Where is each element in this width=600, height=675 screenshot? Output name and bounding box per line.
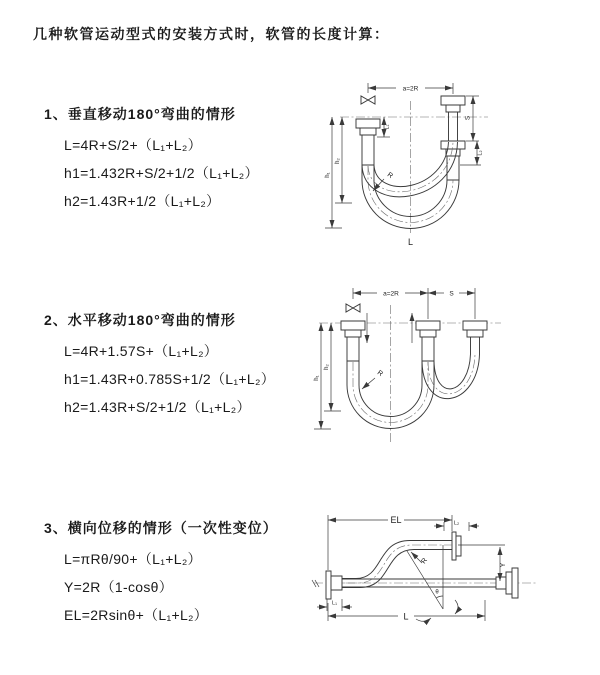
dim-label-r: R (420, 557, 430, 566)
dimension-h2 (324, 323, 341, 411)
dim-label-l2: L₂ (453, 520, 460, 527)
diagram-vertical-180-bend (310, 75, 600, 257)
page-title: 几种软管运动型式的安装方式时，软管的长度计算： (33, 26, 390, 42)
section-horizontal-180 (44, 310, 275, 421)
dimension-l2 (434, 521, 479, 532)
dim-label-y: Y (500, 562, 507, 568)
dimension-s (465, 96, 480, 141)
hose-u-curves (347, 354, 480, 429)
formula-line: EL=2Rsinθ+（L₁+L₂） (64, 607, 209, 623)
movement-arrows (367, 313, 412, 343)
dim-label-r: R (385, 171, 394, 181)
section-heading: 3、横向位移的情形（一次性变位） (44, 520, 278, 536)
left-flange-fitting (341, 321, 365, 361)
formula-line: L=πRθ/90+（L₁+L₂） (64, 551, 202, 567)
section-lateral-displacement (44, 518, 278, 629)
valve-icon (361, 96, 375, 104)
dim-label-a2r: a=2R (383, 290, 399, 298)
right-flange-fitting (463, 321, 487, 354)
formula-line: L=4R+S/2+（L₁+L₂） (64, 137, 202, 153)
right-upper-flange-fitting (441, 96, 465, 141)
dim-label-l-total: L (407, 237, 414, 247)
angle-label-theta: θ (435, 589, 439, 596)
dim-label-l-total: L (403, 611, 409, 622)
radius-leader (362, 369, 384, 389)
dim-label-l1: L₁ (384, 124, 391, 130)
dimension-l1 (317, 599, 352, 611)
left-flange-fitting (326, 571, 342, 599)
formula-line: L=4R+1.57S+（L₁+L₂） (64, 343, 219, 359)
formula-line: h1=1.432R+S/2+1/2（L₁+L₂） (64, 165, 259, 181)
dimension-h2 (335, 117, 352, 203)
formula-line: Y=2R（1-cosθ） (64, 579, 174, 595)
dimension-a-2r (368, 83, 453, 94)
dim-label-el: EL (390, 515, 402, 525)
formula-list (64, 131, 259, 215)
dimension-h1 (314, 323, 331, 429)
dimension-h1 (325, 117, 342, 228)
upper-flange-fitting (452, 532, 461, 560)
dim-label-l1: L₁ (332, 600, 337, 607)
dim-label-h2: h₂ (335, 158, 341, 164)
dim-label-s: S (464, 115, 472, 121)
right-lower-flange-fitting (441, 141, 465, 180)
left-flange-fitting (356, 119, 380, 165)
middle-flange-fitting (416, 321, 440, 361)
dimension-a-2r (353, 288, 475, 319)
dimension-el (328, 515, 452, 570)
formula-line: h1=1.43R+0.785S+1/2（L₁+L₂） (64, 371, 275, 387)
dimension-y (458, 545, 507, 581)
dim-label-h1: h₁ (314, 375, 320, 381)
dimension-s (428, 291, 475, 298)
formula-line: h2=1.43R+S/2+1/2（L₁+L₂） (64, 399, 251, 415)
section-vertical-180 (44, 104, 259, 215)
valve-icon (346, 304, 360, 312)
hose-s-curve (332, 541, 452, 588)
dim-label-h2: h₂ (324, 364, 330, 370)
dimension-l (328, 600, 485, 622)
dim-label-s: S (449, 290, 454, 298)
right-flange-fitting (496, 568, 518, 598)
section-heading: 1、垂直移动180°弯曲的情形 (44, 106, 236, 122)
diagram-lateral-displacement (300, 495, 600, 655)
radius-leader (411, 552, 429, 565)
formula-list (64, 337, 275, 421)
section-heading: 2、水平移动180°弯曲的情形 (44, 312, 236, 328)
formula-line: h2=1.43R+1/2（L₁+L₂） (64, 193, 221, 209)
diagram-horizontal-180-bend (305, 283, 600, 458)
dim-label-h1: h₁ (325, 172, 331, 178)
formula-list (64, 545, 278, 629)
dim-label-a2r: a=2R (402, 85, 419, 93)
dim-label-r: R (375, 369, 384, 379)
dim-label-l2: L₂ (477, 150, 484, 156)
